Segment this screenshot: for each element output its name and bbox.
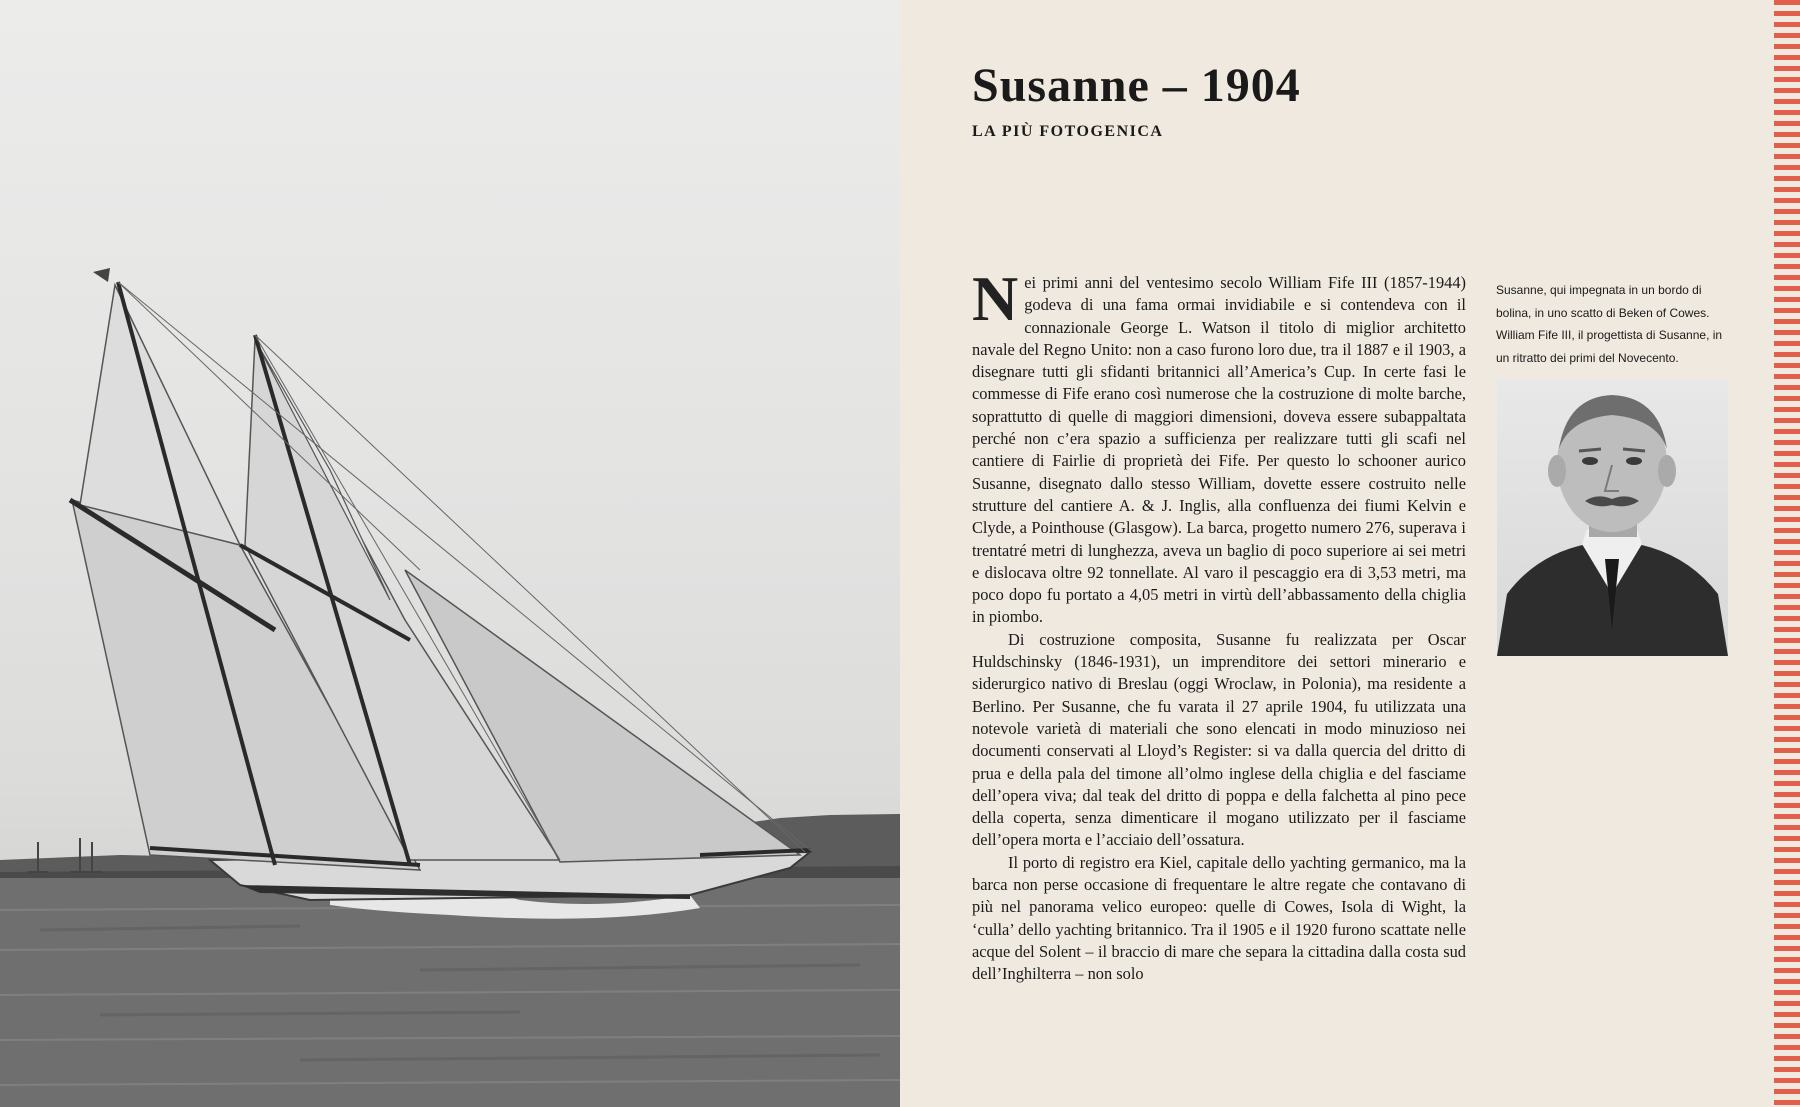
portrait-photo: [1497, 379, 1728, 656]
paragraph-3: Il porto di registro era Kiel, capitale dello yachting germanico, ma la barca non perse occasione di frequentare le altre regate che contavano di più nel panorama velico europeo: quelle di Cowes, Isola di Wight, la ‘culla’ dello yachting britannico. Tra il 1905 e il 1920 furono scattate nelle acque del Solent – il braccio di mare che separa la cittadina dalla costa sud dell’Inghilterra – non solo: [972, 852, 1466, 984]
paragraph-2: Di costruzione composita, Susanne fu realizzata per Oscar Huldschinsky (1846-1931), un imprenditore dei settori minerario e siderurgico nativo di Breslau (oggi Wroclaw, in Polonia), ma residente a Berlino. Per Susanne, che fu varata il 27 aprile 1904, fu utilizzata una notevole varietà di materiali che sono elencati in modo minuzioso nei documenti conservati al Lloyd’s Register: si va dalla quercia del dritto di prua e della pala del timone all’olmo inglese della chiglia e del fasciame dell’opera viva; dal teak del dritto di poppa e della falchetta al pino pece della coperta, senza dimenticare il mogano utilizzato per il fasciame dell’opera morta e l’acciaio dell’ossatura.: [972, 629, 1466, 850]
caption-portrait: William Fife III, il progettista di Susanne, in un ritratto dei primi del Novecento.: [1496, 328, 1723, 365]
drop-cap: N: [972, 263, 1019, 334]
portrait-illustration: [1497, 379, 1728, 656]
photo-captions: [1496, 279, 1730, 369]
decorative-stripes: [1774, 0, 1800, 1107]
caption-schooner: Susanne, qui impegnata in un bordo di bolina, in uno scatto di Beken of Cowes.: [1496, 283, 1710, 320]
paragraph-1: [972, 263, 1466, 629]
text-page: [900, 0, 1800, 1107]
page-title: Susanne – 1904: [972, 59, 1301, 112]
article-body: [972, 263, 1466, 986]
page-subtitle: LA PIÙ FOTOGENICA: [972, 123, 1164, 140]
paragraph-1-text: ei primi anni del ventesimo secolo William Fife III (1857-1944) godeva di una fama ormai invidiabile e si contendeva con il connazionale George L. Watson il titolo di miglior architetto navale del Regno Unito: non a caso furono loro due, tra il 1887 e il 1903, a disegnare tutti gli sfidanti britannici all’America’s Cup. In certe fasi le commesse di Fife erano così numerose che la costruzione di molte barche, soprattutto di quelle di maggiori dimensioni, doveva essere subappaltata perché non c’era spazio a sufficienza per realizzare tutti gli scafi nel cantiere di Fairlie di proprietà dei Fife. Per questo lo schooner aurico Susanne, disegnato dallo stesso William, dovette essere costruito nelle strutture del cantiere A. & J. Inglis, alla confluenza dei fiumi Kelvin e Clyde, a Pointhouse (Glasgow). La barca, progetto numero 276, superava i trentatré metri di lunghezza, aveva un baglio di poco superiore ai sei metri e dislocava oltre 92 tonnellate. Al varo il pescaggio era di 3,53 metri, ma poco dopo fu portato a 4,05 metri in virtù dell’abbassamento della chiglia in piombo.: [972, 273, 1466, 627]
